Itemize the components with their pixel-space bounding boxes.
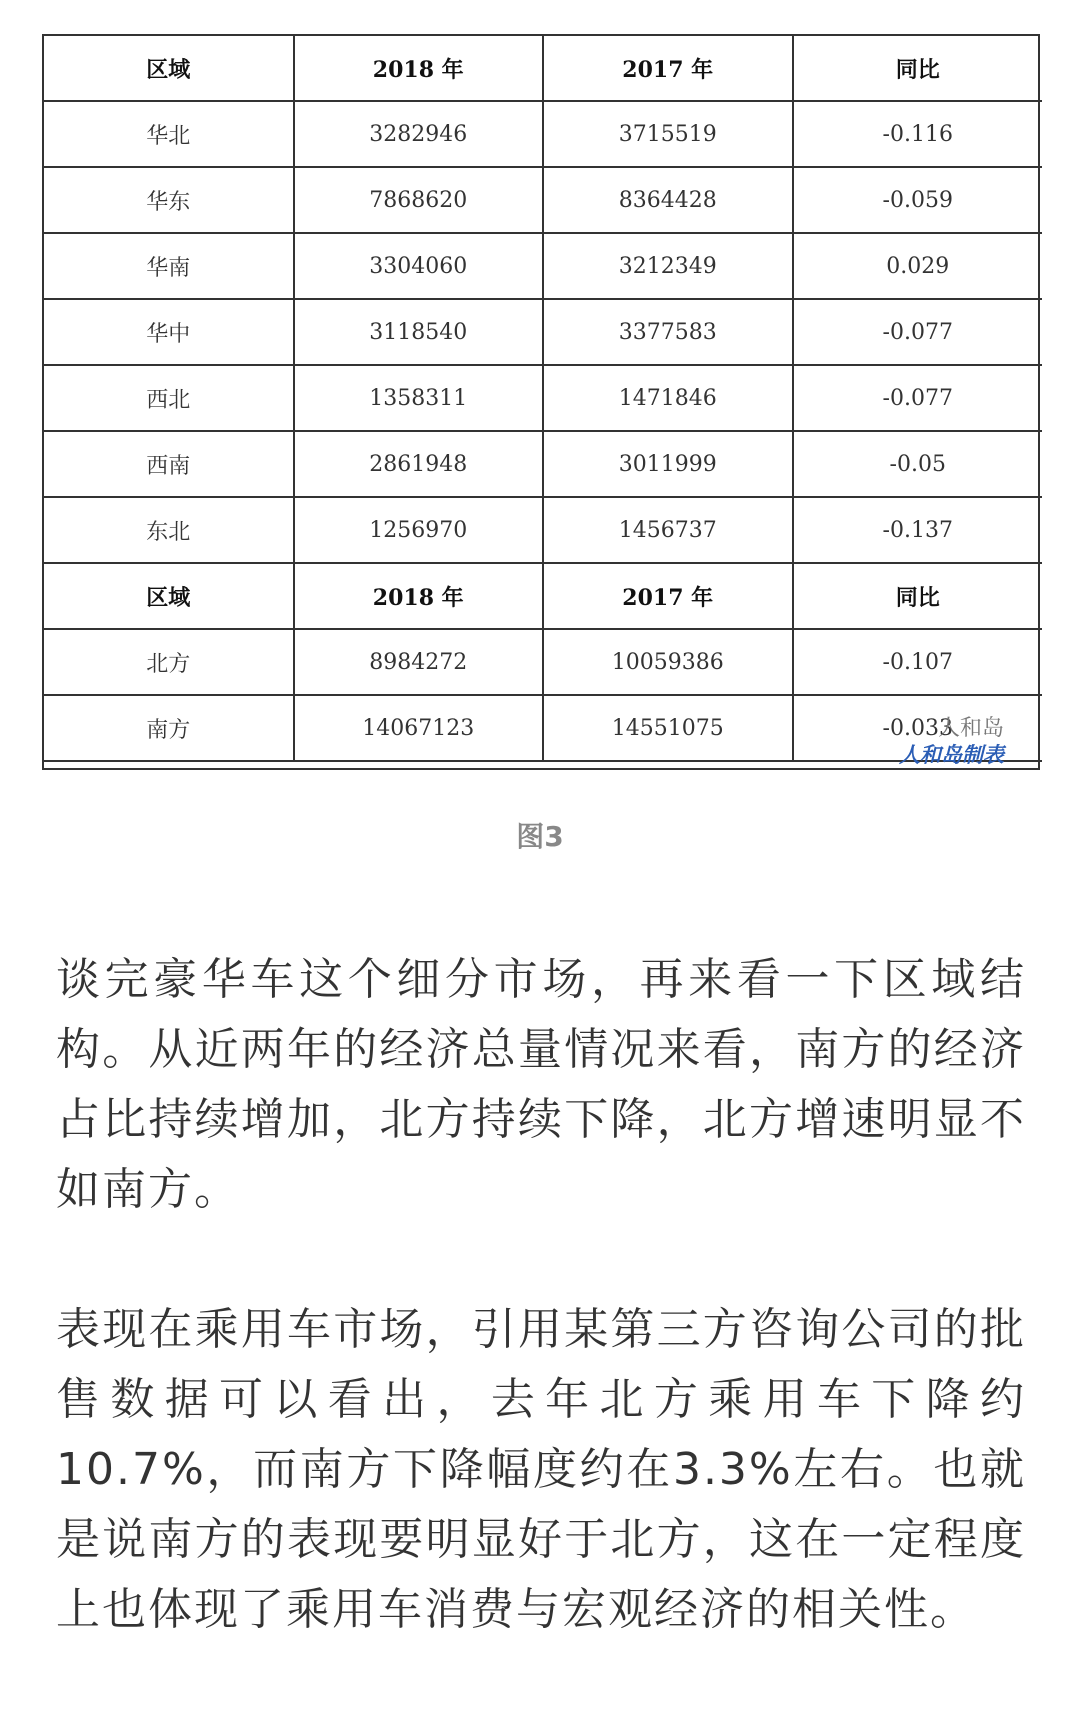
- header-2018: 2018 年: [294, 36, 544, 101]
- header-region: 区域: [44, 563, 294, 629]
- table-header-row: [44, 36, 1042, 101]
- cell-2018: 3118540: [294, 299, 544, 365]
- cell-region: 华东: [44, 167, 294, 233]
- cell-2017: 1471846: [543, 365, 793, 431]
- cell-region: 华南: [44, 233, 294, 299]
- cell-2017: 10059386: [543, 629, 793, 695]
- cell-2018: 1256970: [294, 497, 544, 563]
- header-2017: 2017 年: [543, 36, 793, 101]
- table-row: [44, 695, 1042, 761]
- cell-2018: 3304060: [294, 233, 544, 299]
- cell-region: 西南: [44, 431, 294, 497]
- cell-region: 西北: [44, 365, 294, 431]
- cell-2017: 14551075: [543, 695, 793, 761]
- watermark: [899, 716, 1004, 768]
- body-paragraph: 表现在乘用车市场，引用某第三方咨询公司的批售数据可以看出，去年北方乘用车下降约10.7%，而南方下降幅度约在3.3%左右。也就是说南方的表现要明显好于北方，这在一定程度上也体现了乘用车消费与宏观经济的相关性。: [56, 1304, 1026, 1635]
- watermark-brand: 人和岛: [937, 716, 1004, 741]
- cell-yoy: -0.033: [793, 695, 1043, 761]
- table-figure: [42, 34, 1040, 770]
- cell-2017: 3377583: [543, 299, 793, 365]
- cell-yoy: -0.077: [793, 299, 1043, 365]
- cell-2018: 2861948: [294, 431, 544, 497]
- header-yoy: 同比: [793, 36, 1043, 101]
- table-row: [44, 629, 1042, 695]
- cell-2017: 1456737: [543, 497, 793, 563]
- cell-2017: 3212349: [543, 233, 793, 299]
- cell-region: 华北: [44, 101, 294, 167]
- table-row: [44, 167, 1042, 233]
- cell-2017: 3011999: [543, 431, 793, 497]
- cell-yoy: -0.107: [793, 629, 1043, 695]
- sales-table: [44, 36, 1042, 762]
- table-row: [44, 497, 1042, 563]
- cell-region: 东北: [44, 497, 294, 563]
- cell-2018: 1358311: [294, 365, 544, 431]
- body-paragraph: 谈完豪华车这个细分市场，再来看一下区域结构。从近两年的经济总量情况来看，南方的经济占比持续增加，北方持续下降，北方增速明显不如南方。: [56, 954, 1026, 1215]
- figure-caption: 图3: [516, 820, 564, 853]
- table-row: [44, 365, 1042, 431]
- watermark-credit: 人和岛制表: [899, 742, 1004, 767]
- cell-yoy: 0.029: [793, 233, 1043, 299]
- cell-region: 北方: [44, 629, 294, 695]
- cell-region: 南方: [44, 695, 294, 761]
- cell-2018: 7868620: [294, 167, 544, 233]
- cell-2017: 8364428: [543, 167, 793, 233]
- cell-2018: 3282946: [294, 101, 544, 167]
- cell-yoy: -0.137: [793, 497, 1043, 563]
- table-row: [44, 101, 1042, 167]
- cell-region: 华中: [44, 299, 294, 365]
- header-region: 区域: [44, 36, 294, 101]
- table-row: [44, 431, 1042, 497]
- cell-2018: 8984272: [294, 629, 544, 695]
- cell-2018: 14067123: [294, 695, 544, 761]
- cell-yoy: -0.05: [793, 431, 1043, 497]
- header-2017: 2017 年: [543, 563, 793, 629]
- cell-2017: 3715519: [543, 101, 793, 167]
- header-2018: 2018 年: [294, 563, 544, 629]
- header-yoy: 同比: [793, 563, 1043, 629]
- cell-yoy: -0.077: [793, 365, 1043, 431]
- table-row: [44, 233, 1042, 299]
- cell-yoy: -0.059: [793, 167, 1043, 233]
- table-row: [44, 299, 1042, 365]
- cell-yoy: -0.116: [793, 101, 1043, 167]
- table-header-row-2: [44, 563, 1042, 629]
